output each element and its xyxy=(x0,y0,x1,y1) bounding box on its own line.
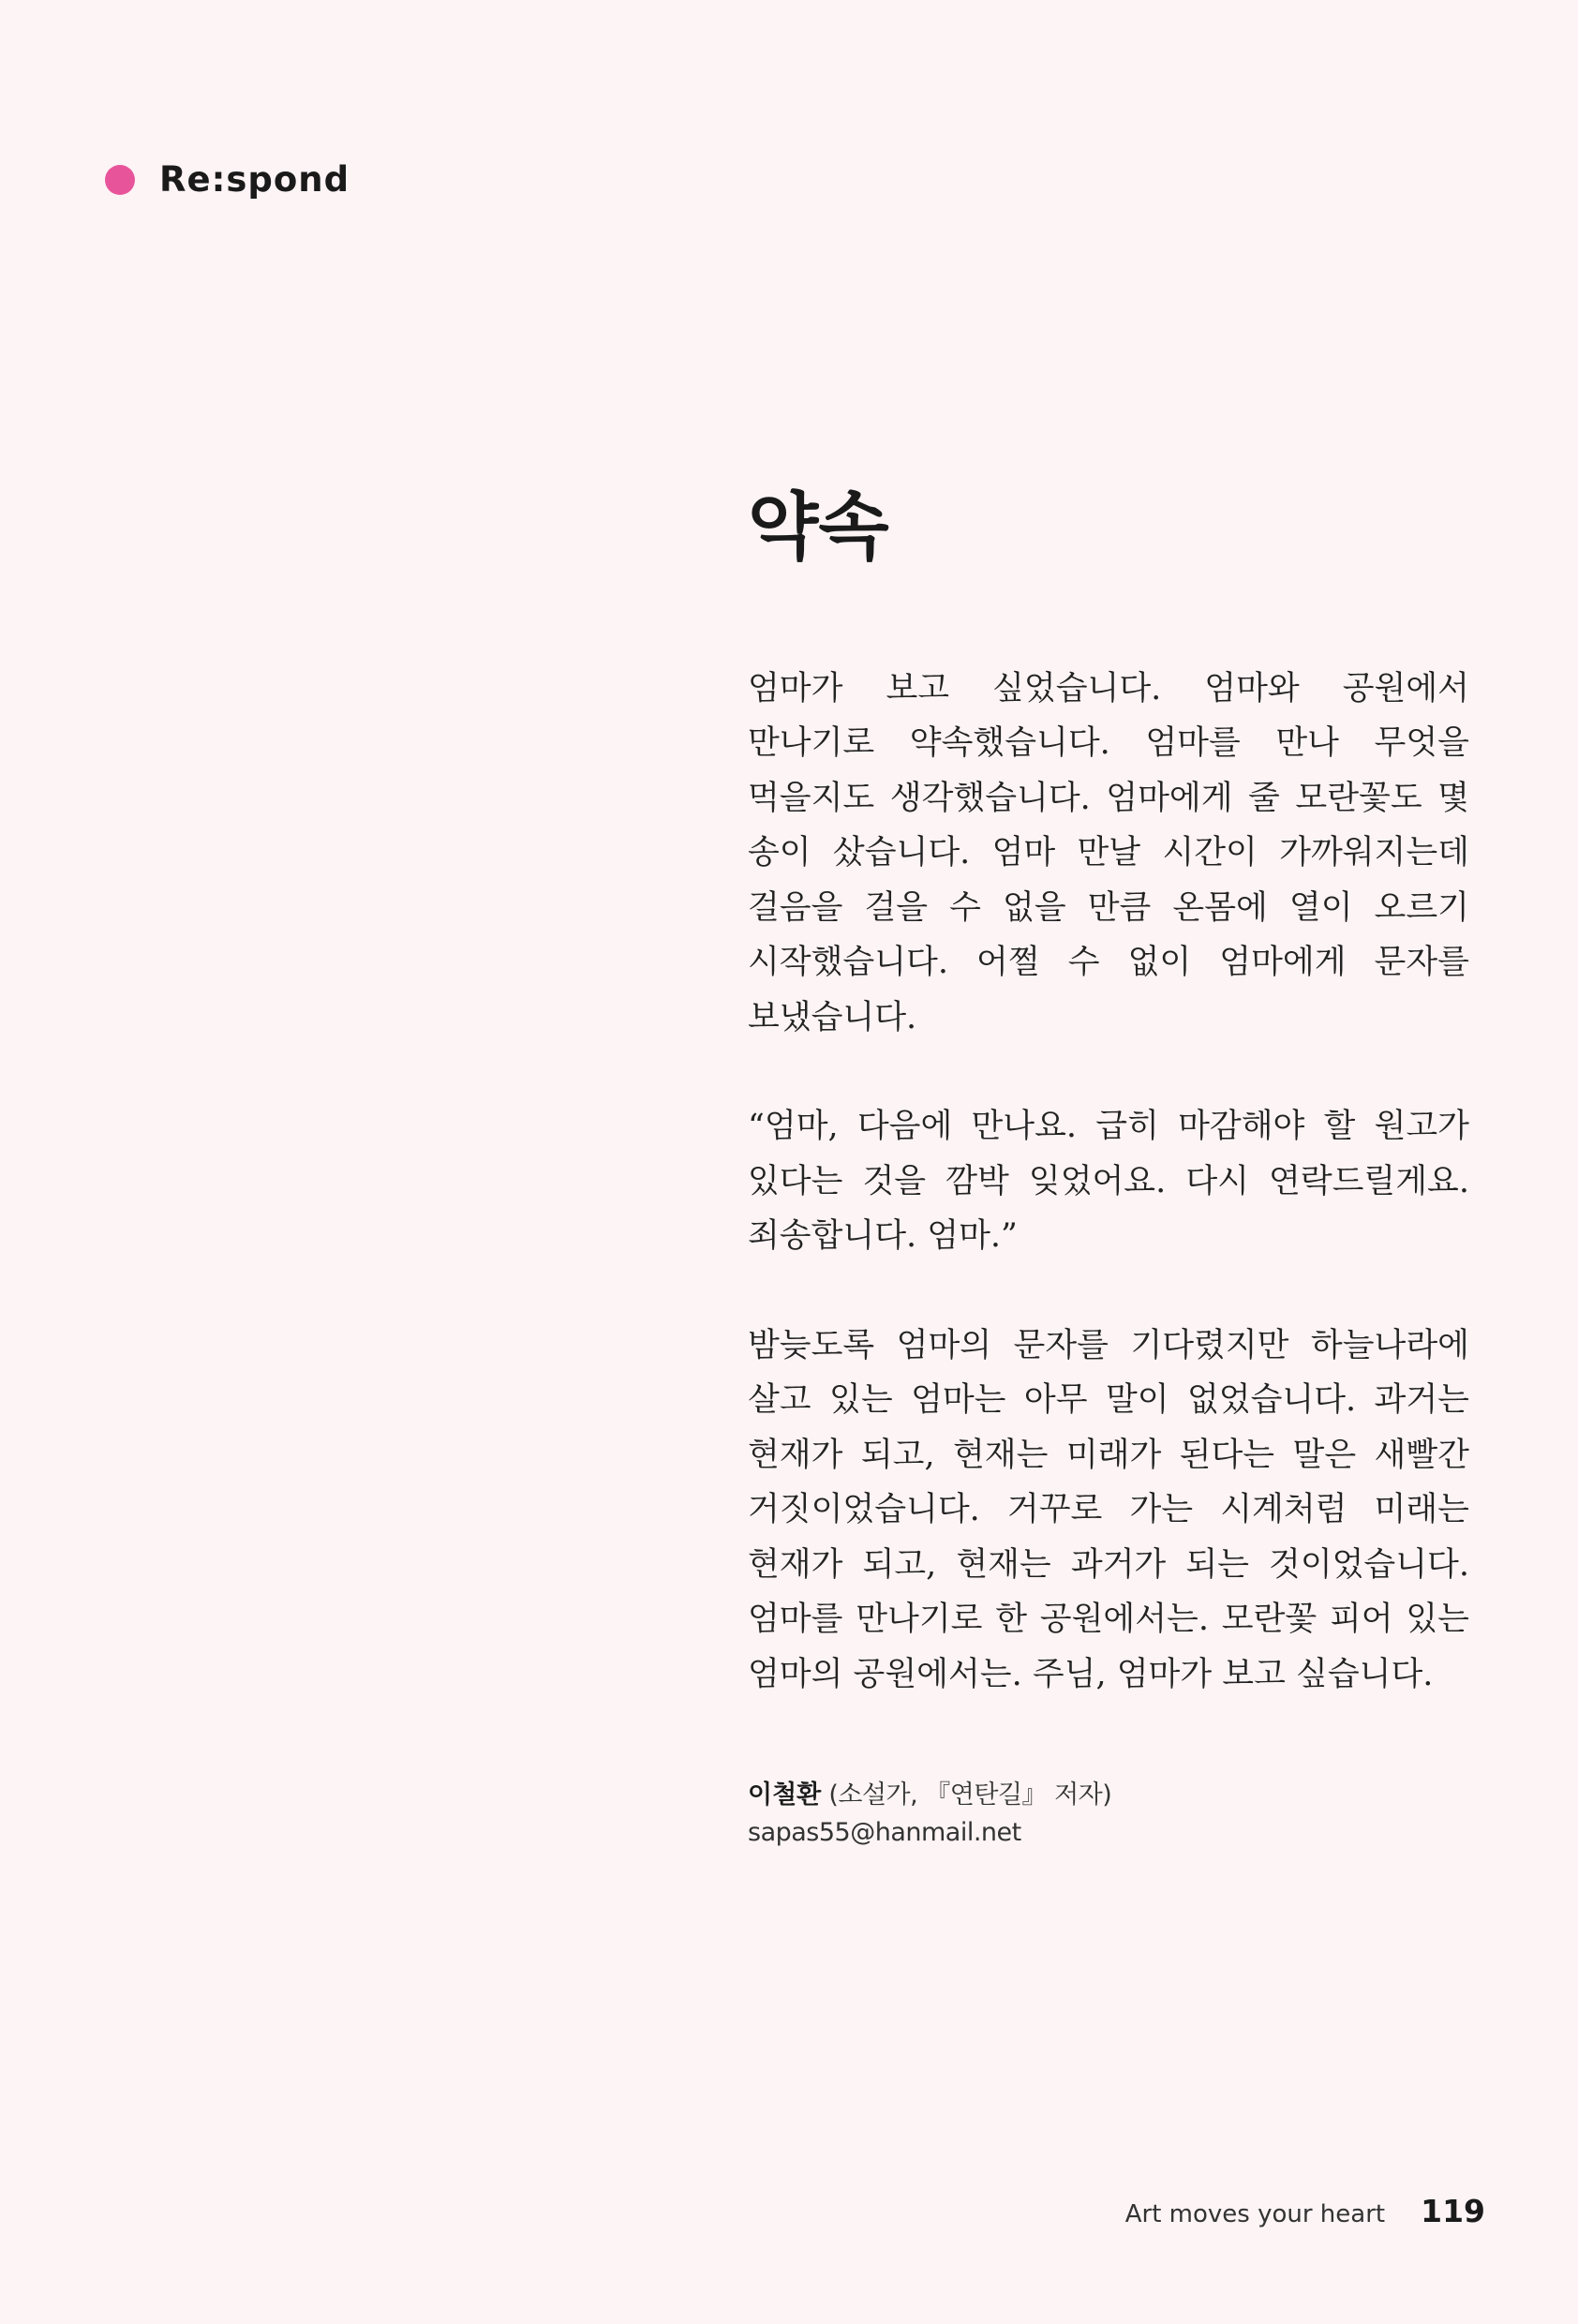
author-info: (소설가, 『연탄길』 저자) xyxy=(821,1780,1112,1810)
section-label: Re:spond xyxy=(159,159,350,200)
section-header xyxy=(105,159,350,200)
author-block xyxy=(748,1777,1469,1852)
page-footer xyxy=(1125,2193,1485,2229)
author-name: 이철환 xyxy=(748,1780,822,1810)
page-number: 119 xyxy=(1421,2193,1485,2229)
author-email: sapas55@hanmail.net xyxy=(748,1818,1021,1848)
paragraph-3: 밤늦도록 엄마의 문자를 기다렸지만 하늘나라에 살고 있는 엄마는 아무 말이 없었습니다. 과거는 현재가 되고, 현재는 미래가 된다는 말은 새빨간 거짓이었습니다. 거꾸로 가는 시계처럼 미래는 현재가 되고, 현재는 과거가 되는 것이었습니다. 엄마를 만나기로 한 공원에서는. 모란꽃 피어 있는 엄마의 공원에서는. 주님, 엄마가 보고 싶습니다. xyxy=(748,1326,1469,1693)
footer-tagline: Art moves your heart xyxy=(1124,2200,1386,2228)
article xyxy=(748,484,1469,1852)
article-title: 약속 xyxy=(748,484,889,570)
paragraph-2: “엄마, 다음에 만나요. 급히 마감해야 할 원고가 있다는 것을 깜박 잊었어요. 다시 연락드릴게요. 죄송합니다. 엄마.” xyxy=(748,1108,1469,1256)
section-dot-icon xyxy=(105,165,135,195)
paragraph-1: 엄마가 보고 싶었습니다. 엄마와 공원에서 만나기로 약속했습니다. 엄마를 만나 무엇을 먹을지도 생각했습니다. 엄마에게 줄 모란꽃도 몇 송이 샀습니다. 엄마 만날 시간이 가까워지는데 걸음을 걸을 수 없을 만큼 온몸에 열이 오르기 시작했습니다. 어쩔 수 없이 엄마에게 문자를 보냈습니다. xyxy=(748,669,1469,1036)
